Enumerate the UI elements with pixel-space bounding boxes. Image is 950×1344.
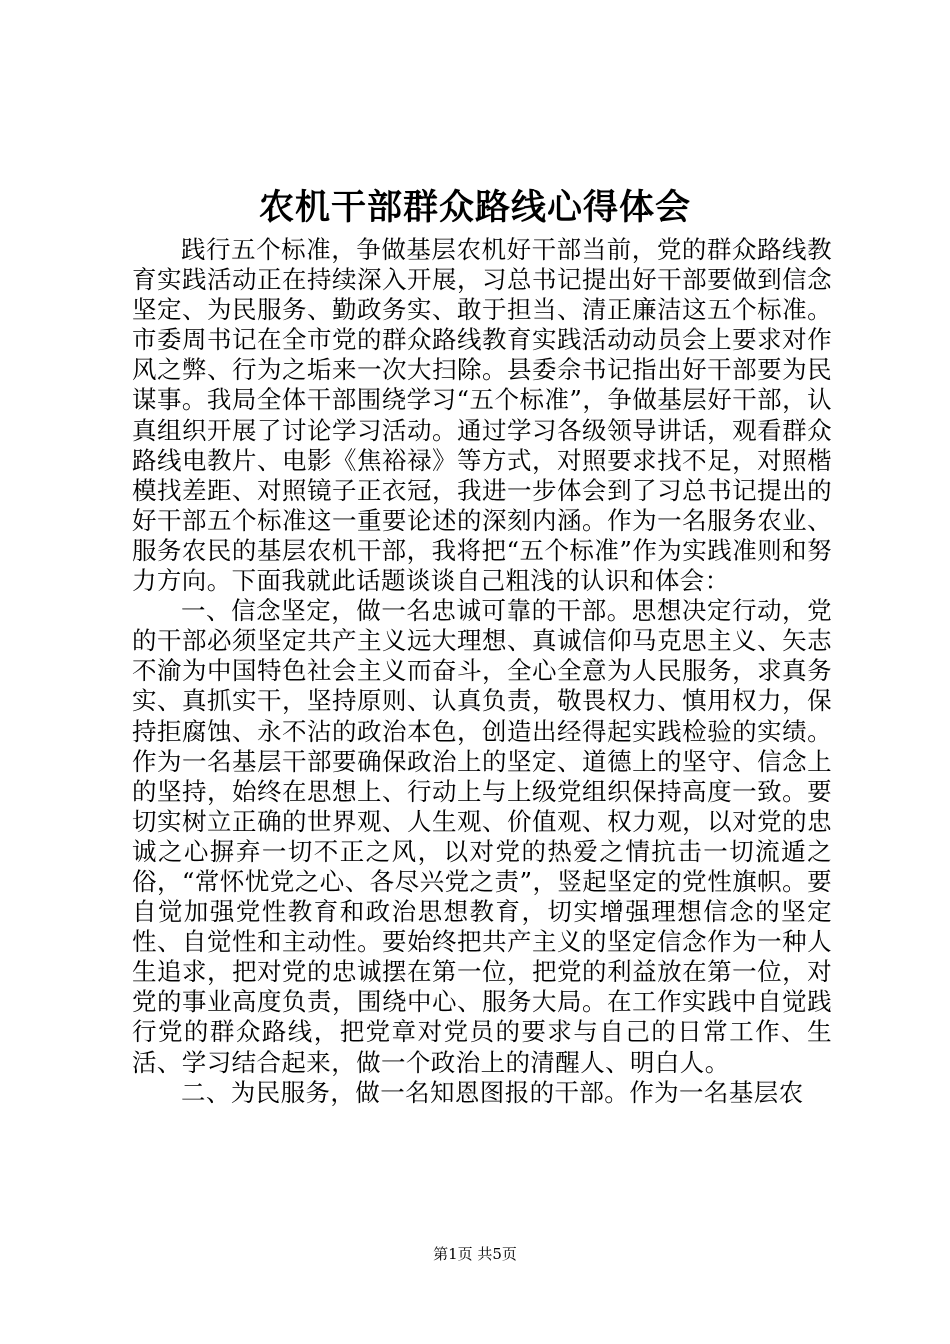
document-body <box>132 235 832 1108</box>
paragraph-intro: 践行五个标准，争做基层农机好干部当前，党的群众路线教育实践活动正在持续深入开展，习总书记提出好干部要做到信念坚定、为民服务、勤政务实、敢于担当、清正廉洁这五个标准。市委周书记在全市党的群众路线教育实践活动动员会上要求对作风之弊、行为之垢来一次大扫除。县委佘书记指出好干部要为民谋事。我局全体干部围绕学习“五个标准”，争做基层好干部，认真组织开展了讨论学习活动。通过学习各级领导讲话，观看群众路线电教片、电影《焦裕禄》等方式，对照要求找不足，对照楷模找差距、对照镜子正衣冠，我进一步体会到了习总书记提出的好干部五个标准这一重要论述的深刻内涵。作为一名服务农业、服务农民的基层农机干部，我将把“五个标准”作为实践准则和努力方向。下面我就此话题谈谈自己粗浅的认识和体会： <box>132 235 832 596</box>
paragraph-section-one: 一、信念坚定，做一名忠诚可靠的干部。思想决定行动，党的干部必须坚定共产主义远大理想、真诚信仰马克思主义、矢志不渝为中国特色社会主义而奋斗，全心全意为人民服务，求真务实、真抓实干，坚持原则、认真负责，敬畏权力、慎用权力，保持拒腐蚀、永不沾的政治本色，创造出经得起实践检验的实绩。作为一名基层干部要确保政治上的坚定、道德上的坚守、信念上的坚持，始终在思想上、行动上与上级党组织保持高度一致。要切实树立正确的世界观、人生观、价值观、权力观，以对党的忠诚之心摒弃一切不正之风，以对党的热爱之情抗击一切流遁之俗，“常怀忧党之心、各尽兴党之责”，竖起坚定的党性旗帜。要自觉加强党性教育和政治思想教育，切实增强理想信念的坚定性、自觉性和主动性。要始终把共产主义的坚定信念作为一种人生追求，把对党的忠诚摆在第一位，把党的利益放在第一位，对党的事业高度负责，围绕中心、服务大局。在工作实践中自觉践行党的群众路线，把党章对党员的要求与自己的日常工作、生活、学习结合起来，做一个政治上的清醒人、明白人。 <box>132 596 832 1077</box>
page-footer: 第1页 共5页 <box>433 1245 517 1263</box>
paragraph-section-two: 二、为民服务，做一名知恩图报的干部。作为一名基层农 <box>181 1077 804 1107</box>
document-title: 农机干部群众路线心得体会 <box>258 188 691 228</box>
